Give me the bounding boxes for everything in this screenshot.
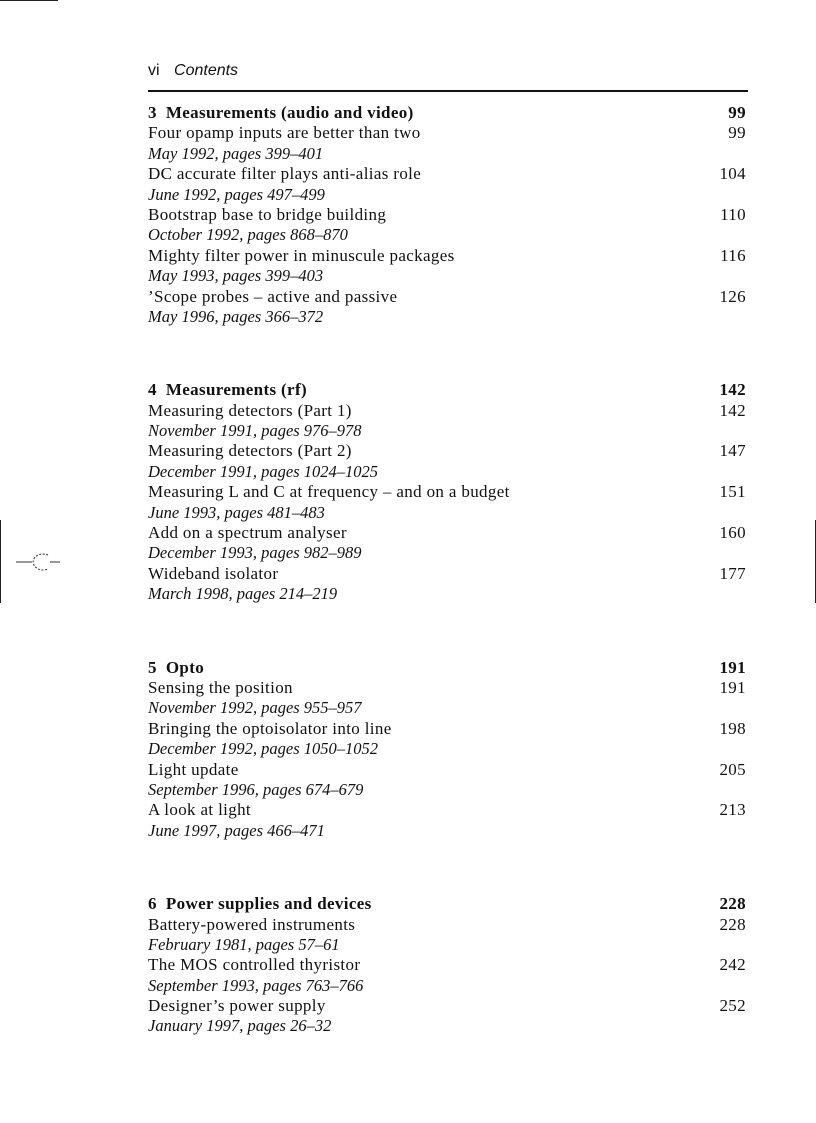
chapter-number: 6 bbox=[148, 894, 157, 914]
toc-entry bbox=[148, 996, 746, 1016]
toc-entry bbox=[148, 246, 746, 266]
entry-title: Measuring L and C at frequency – and on a budget bbox=[148, 482, 510, 502]
entry-title: Light update bbox=[148, 759, 239, 779]
entry-title: A look at light bbox=[148, 800, 251, 820]
chapter-heading bbox=[148, 894, 746, 914]
toc-entry bbox=[148, 719, 746, 739]
chapter-number: 3 bbox=[148, 103, 157, 122]
toc-entry bbox=[148, 401, 746, 421]
chapter-title: Power supplies and devices bbox=[165, 894, 372, 914]
entry-title: Battery-powered instruments bbox=[148, 914, 356, 934]
entry-source: December 1993, pages 982–989 bbox=[148, 543, 362, 563]
entry-page: 242 bbox=[719, 955, 746, 975]
entry-page: 252 bbox=[719, 996, 746, 1016]
entry-title: Bringing the optoisolator into line bbox=[148, 718, 392, 738]
chapter-page: 228 bbox=[719, 894, 746, 914]
registration-mark-icon bbox=[12, 548, 64, 576]
entry-title: Four opamp inputs are better than two bbox=[148, 123, 421, 143]
entry-source: June 1992, pages 497–499 bbox=[148, 184, 325, 204]
entry-source: May 1996, pages 366–372 bbox=[148, 306, 324, 326]
chapter-title: Measurements (audio and video) bbox=[165, 103, 414, 122]
table-of-contents bbox=[148, 103, 746, 1037]
entry-page: 99 bbox=[728, 123, 746, 143]
entry-page: 191 bbox=[719, 677, 746, 697]
entry-page: 126 bbox=[719, 286, 746, 306]
entry-source: January 1997, pages 26–32 bbox=[148, 1016, 332, 1036]
toc-entry bbox=[148, 955, 746, 975]
toc-entry bbox=[148, 564, 746, 584]
toc-entry bbox=[148, 287, 746, 307]
toc-entry bbox=[148, 482, 746, 502]
toc-entry bbox=[148, 800, 746, 820]
entry-title: Sensing the position bbox=[148, 677, 293, 697]
crop-mark-left bbox=[0, 520, 1, 603]
entry-source: May 1993, pages 399–403 bbox=[148, 266, 324, 286]
entry-page: 104 bbox=[719, 164, 746, 184]
running-head-title: Contents bbox=[174, 62, 239, 79]
entry-page: 147 bbox=[719, 441, 746, 461]
toc-entry bbox=[148, 164, 746, 184]
entry-source: May 1992, pages 399–401 bbox=[148, 143, 324, 163]
chapter-heading bbox=[148, 658, 746, 678]
chapter-page: 191 bbox=[719, 657, 746, 677]
entry-page: 198 bbox=[719, 718, 746, 738]
chapter-page: 99 bbox=[728, 103, 746, 122]
entry-title: Designer’s power supply bbox=[148, 996, 326, 1016]
entry-page: 116 bbox=[720, 245, 746, 265]
entry-source: September 1996, pages 674–679 bbox=[148, 779, 364, 799]
chapter-3 bbox=[148, 103, 746, 327]
toc-entry bbox=[148, 760, 746, 780]
chapter-number: 5 bbox=[148, 657, 157, 677]
toc-entry bbox=[148, 523, 746, 543]
toc-entry bbox=[148, 915, 746, 935]
entry-source: March 1998, pages 214–219 bbox=[148, 584, 338, 604]
entry-title: Bootstrap base to bridge building bbox=[148, 204, 387, 224]
entry-title: Measuring detectors (Part 1) bbox=[148, 400, 352, 420]
header-rule bbox=[148, 90, 748, 92]
running-head bbox=[148, 62, 748, 80]
entry-source: June 1997, pages 466–471 bbox=[148, 820, 325, 840]
entry-page: 177 bbox=[719, 563, 746, 583]
entry-page: 142 bbox=[719, 400, 746, 420]
entry-source: November 1992, pages 955–957 bbox=[148, 698, 362, 718]
chapter-5 bbox=[148, 658, 746, 842]
chapter-4 bbox=[148, 380, 746, 604]
chapter-title: Opto bbox=[165, 657, 205, 677]
entry-source: December 1992, pages 1050–1052 bbox=[148, 739, 379, 759]
toc-entry bbox=[148, 441, 746, 461]
entry-title: DC accurate filter plays anti-alias role bbox=[148, 164, 422, 184]
entry-title: The MOS controlled thyristor bbox=[148, 955, 361, 975]
entry-page: 205 bbox=[719, 759, 746, 779]
entry-page: 160 bbox=[719, 523, 746, 543]
toc-entry bbox=[148, 678, 746, 698]
toc-entry bbox=[148, 123, 746, 143]
chapter-heading bbox=[148, 103, 746, 123]
chapter-6 bbox=[148, 894, 746, 1037]
chapter-page: 142 bbox=[719, 380, 746, 400]
entry-page: 228 bbox=[719, 914, 746, 934]
entry-source: December 1991, pages 1024–1025 bbox=[148, 461, 379, 481]
chapter-number: 4 bbox=[148, 380, 157, 400]
chapter-title: Measurements (rf) bbox=[165, 380, 307, 400]
toc-entry bbox=[148, 205, 746, 225]
entry-source: June 1993, pages 481–483 bbox=[148, 502, 325, 522]
entry-page: 110 bbox=[720, 204, 746, 224]
entry-title: Add on a spectrum analyser bbox=[148, 523, 347, 543]
entry-source: February 1981, pages 57–61 bbox=[148, 934, 340, 954]
entry-source: October 1992, pages 868–870 bbox=[148, 225, 348, 245]
crop-line-top bbox=[0, 0, 58, 1]
entry-page: 213 bbox=[719, 800, 746, 820]
entry-title: Mighty filter power in minuscule packages bbox=[148, 245, 455, 265]
entry-source: September 1993, pages 763–766 bbox=[148, 975, 364, 995]
entry-page: 151 bbox=[719, 482, 746, 502]
entry-source: November 1991, pages 976–978 bbox=[148, 421, 362, 441]
entry-title: Measuring detectors (Part 2) bbox=[148, 441, 352, 461]
entry-title: Wideband isolator bbox=[148, 563, 279, 583]
page-folio: vi bbox=[148, 62, 160, 79]
entry-title: ’Scope probes – active and passive bbox=[148, 286, 398, 306]
chapter-heading bbox=[148, 380, 746, 400]
